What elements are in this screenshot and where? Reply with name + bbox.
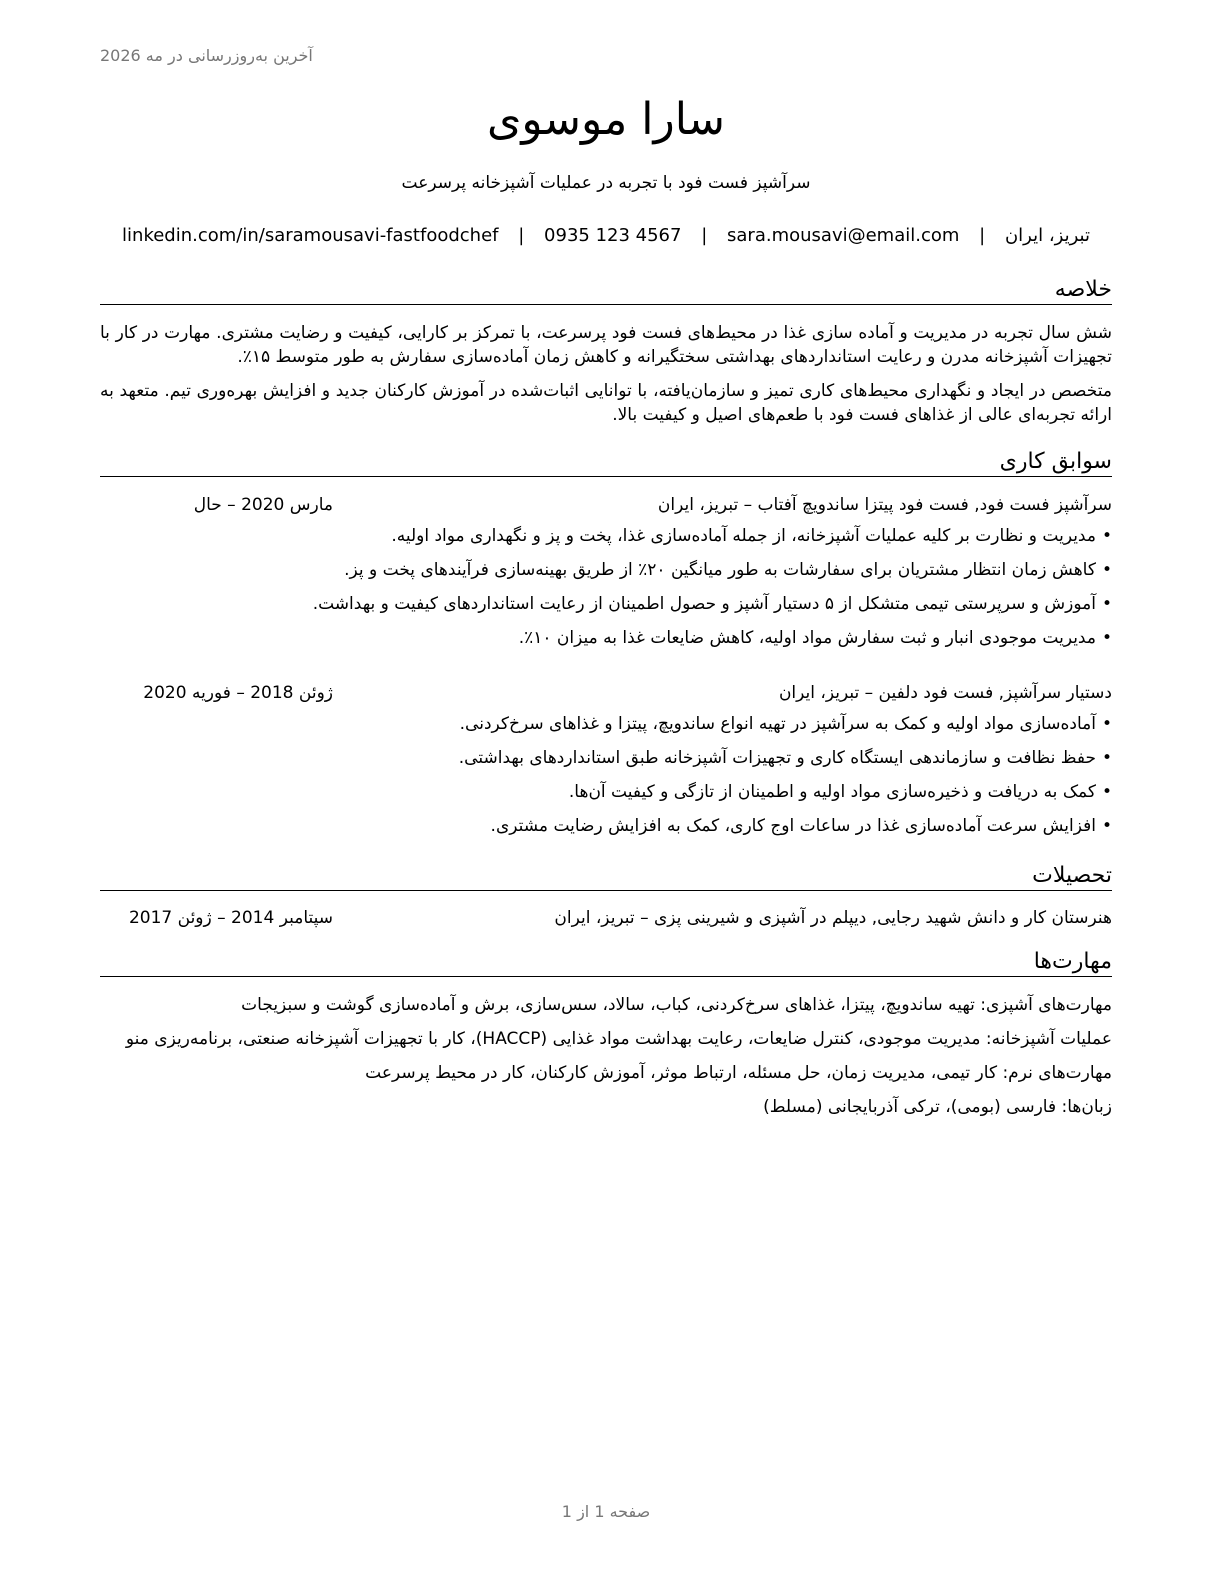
page-number: صفحه 1 از 1 (561, 1502, 651, 1521)
bullet-icon: • (1101, 748, 1112, 768)
bullet-icon: • (1101, 560, 1112, 580)
job-bullets (100, 712, 1112, 848)
bullet-icon: • (1101, 526, 1112, 546)
resume-page (100, 0, 1112, 1584)
candidate-name: سارا موسوی (486, 94, 726, 145)
list-item: •افزایش سرعت آماده‌سازی غذا در ساعات اوج کاری، کمک به افزایش رضایت مشتری. (490, 816, 1112, 836)
education-title: هنرستان کار و دانش شهید رجایی, دیپلم در آشپزی و شیرینی پزی – تبریز، ایران (554, 908, 1112, 928)
list-item: •کاهش زمان انتظار مشتریان برای سفارشات به طور میانگین ۲۰٪ از طریق بهینه‌سازی فرآیندهای پخت و پز. (344, 560, 1112, 580)
last-updated: آخرین به‌روزرسانی در مه 2026 (100, 46, 313, 65)
summary-heading: خلاصه (100, 276, 1112, 305)
summary-paragraph: شش سال تجربه در مدیریت و آماده سازی غذا در محیط‌های فست فود پرسرعت، با تمرکز بر کارایی، کیفیت و رضایت مشتری. مهارت در کار با تجهیزات آشپزخانه مدرن و رعایت استانداردهای بهداشتی سختگیرانه و کاهش زمان آماده‌سازی سفارش به طور متوسط ۱۵٪. (100, 323, 1112, 367)
skill-item: مهارت‌های آشپزی: تهیه ساندویچ، پیتزا، غذاهای سرخ‌کردنی، کباب، سالاد، سس‌سازی، برش و آماده‌سازی گوشت و سبزیجات (241, 995, 1112, 1015)
list-item: •آماده‌سازی مواد اولیه و کمک به سرآشپز در تهیه انواع ساندویچ، پیتزا و غذاهای سرخ‌کردنی. (459, 714, 1112, 734)
job-title: سرآشپز فست فود, فست فود پیتزا ساندویچ آفتاب – تبریز، ایران (657, 495, 1112, 515)
skills-list (100, 993, 1112, 1129)
job-dates: ژوئن 2018 – فوریه 2020 (143, 683, 333, 703)
bullet-icon: • (1101, 628, 1112, 648)
contact-line (100, 224, 1112, 248)
list-item: •مدیریت و نظارت بر کلیه عملیات آشپزخانه، از جمله آماده‌سازی غذا، پخت و پز و نگهداری مواد اولیه. (391, 526, 1112, 546)
bullet-icon: • (1101, 594, 1112, 614)
list-item: •حفظ نظافت و سازماندهی ایستگاه کاری و تجهیزات آشپزخانه طبق استانداردهای بهداشتی. (458, 748, 1112, 768)
skill-item: زبان‌ها: فارسی (بومی)، ترکی آذربایجانی (مسلط) (763, 1097, 1112, 1117)
list-item: •مدیریت موجودی انبار و ثبت سفارش مواد اولیه، کاهش ضایعات غذا به میزان ۱۰٪. (518, 628, 1112, 648)
contact-email[interactable]: sara.mousavi@email.com (727, 225, 960, 246)
skill-item: عملیات آشپزخانه: مدیریت موجودی، کنترل ضایعات، رعایت بهداشت مواد غذایی (HACCP)، کار با تجهیزات آشپزخانه صنعتی، برنامه‌ریزی منو (125, 1029, 1112, 1049)
education-entry (100, 905, 1112, 931)
bullet-icon: • (1101, 714, 1112, 734)
contact-location: تبریز، ایران (1004, 225, 1090, 246)
contact-phone: 0935 123 4567 (544, 225, 682, 246)
skills-heading: مهارت‌ها (100, 948, 1112, 977)
contact-linkedin[interactable]: linkedin.com/in/saramousavi-fastfoodchef (122, 225, 499, 246)
contact-separator: | (979, 225, 986, 246)
summary-body (100, 321, 1112, 437)
job-header (100, 492, 1112, 518)
summary-paragraph: متخصص در ایجاد و نگهداری محیط‌های کاری تمیز و سازمان‌یافته، با توانایی اثبات‌شده در آموزش کارکنان جدید و افزایش بهره‌وری تیم. متعهد به ارائه تجربه‌ای عالی از غذاهای فست فود با طعم‌های اصیل و کیفیت بالا. (100, 381, 1112, 425)
job-header (100, 680, 1112, 706)
bullet-icon: • (1101, 816, 1112, 836)
education-heading: تحصیلات (100, 862, 1112, 891)
contact-separator: | (701, 225, 708, 246)
bullet-icon: • (1101, 782, 1112, 802)
contact-separator: | (518, 225, 525, 246)
education-dates: سپتامبر 2014 – ژوئن 2017 (128, 908, 333, 928)
experience-heading: سوابق کاری (100, 448, 1112, 477)
job-bullets (100, 524, 1112, 660)
job-dates: مارس 2020 – حال (193, 495, 333, 515)
skill-item: مهارت‌های نرم: کار تیمی، مدیریت زمان، حل مسئله، ارتباط موثر، آموزش کارکنان، کار در محیط پرسرعت (365, 1063, 1112, 1083)
list-item: •کمک به دریافت و ذخیره‌سازی مواد اولیه و اطمینان از تازگی و کیفیت آن‌ها. (568, 782, 1112, 802)
candidate-headline: سرآشپز فست فود با تجربه در عملیات آشپزخانه پرسرعت (401, 173, 811, 193)
list-item: •آموزش و سرپرستی تیمی متشکل از ۵ دستیار آشپز و حصول اطمینان از رعایت استانداردهای کیفیت و بهداشت. (312, 594, 1112, 614)
job-title: دستیار سرآشپز, فست فود دلفین – تبریز، ایران (778, 683, 1112, 703)
